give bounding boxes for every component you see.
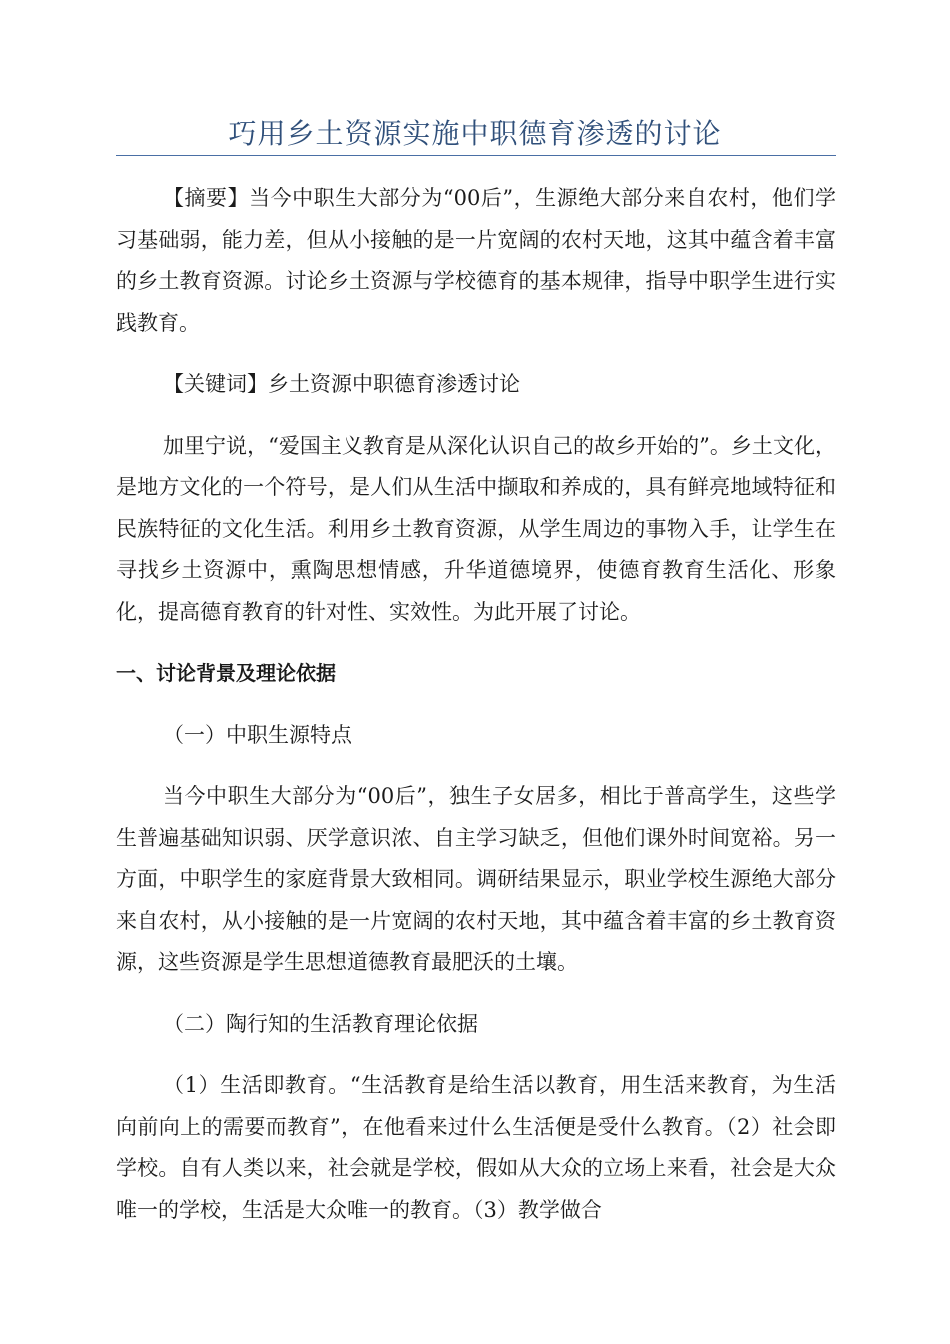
title-underline — [116, 155, 836, 156]
section-heading: 一、讨论背景及理论依据 — [116, 661, 336, 685]
subsection-heading: （二）陶行知的生活教育理论依据 — [163, 1011, 478, 1036]
intro-paragraph: 加里宁说，“爱国主义教育是从深化认识自己的故乡开始的”。乡土文化，是地方文化的一个符号，是人们从生活中撷取和养成的，具有鲜亮地域特征和民族特征的文化生活。利用乡土教育资源，从学生周边的事物入手，让学生在寻找乡土资源中，熏陶思想情感，升华道德境界，使德育教育生活化、形象化，提高德育教育的针对性、实效性。为此开展了讨论。 — [116, 433, 836, 624]
abstract-paragraph: 【摘要】当今中职生大部分为“00后”，生源绝大部分来自农村，他们学习基础弱，能力差，但从小接触的是一片宽阔的农村天地，这其中蕴含着丰富的乡土教育资源。讨论乡土资源与学校德育的基本规律，指导中职学生进行实践教育。 — [116, 186, 836, 335]
body-paragraph: （1）生活即教育。“生活教育是给生活以教育，用生活来教育，为生活向前向上的需要而教育”，在他看来过什么生活便是受什么教育。（2）社会即学校。自有人类以来，社会就是学校，假如从大众的立场上来看，社会是大众唯一的学校，生活是大众唯一的教育。（3）教学做合 — [116, 1073, 836, 1222]
keywords-paragraph: 【关键词】乡土资源中职德育渗透讨论 — [163, 372, 520, 396]
document-body — [116, 170, 836, 1231]
body-paragraph: 当今中职生大部分为“00后”，独生子女居多，相比于普高学生，这些学生普遍基础知识弱、厌学意识浓、自主学习缺乏，但他们课外时间宽裕。另一方面，中职学生的家庭背景大致相同。调研结果显示，职业学校生源绝大部分来自农村，从小接触的是一片宽阔的农村天地，其中蕴含着丰富的乡土教育资源，这些资源是学生思想道德教育最肥沃的土壤。 — [116, 784, 836, 974]
document-title: 巧用乡土资源实施中职德育渗透的讨论 — [228, 117, 722, 150]
subsection-heading: （一）中职生源特点 — [163, 722, 352, 747]
